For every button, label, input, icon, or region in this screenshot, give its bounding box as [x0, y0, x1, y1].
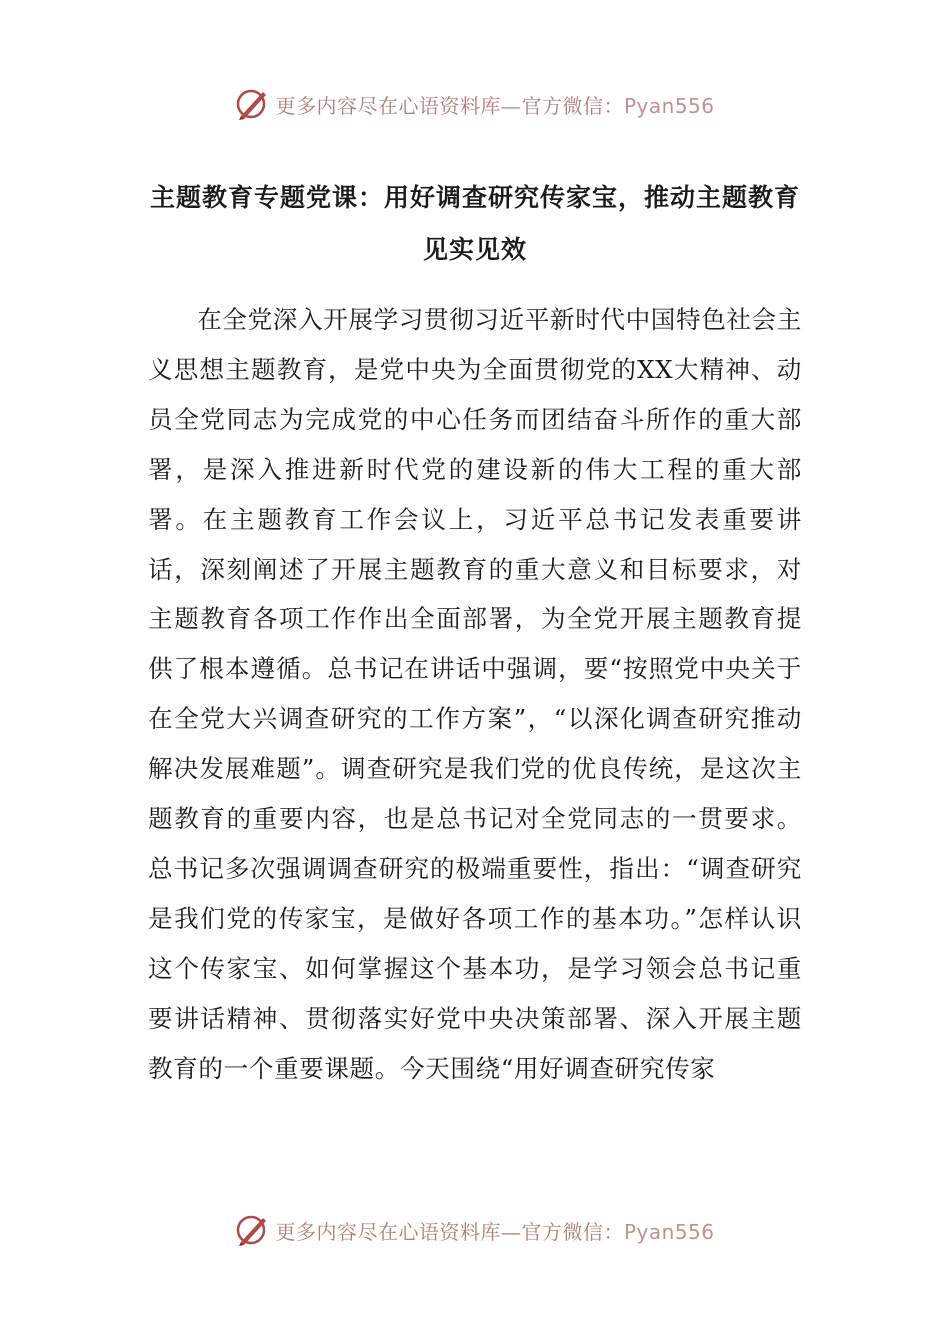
pen-logo-icon	[235, 86, 271, 122]
header-watermark	[0, 84, 950, 124]
watermark-text: 更多内容尽在心语资料库—官方微信：Pyan556	[275, 93, 715, 118]
watermark-handle: Pyan556	[623, 1219, 715, 1244]
watermark-text: 更多内容尽在心语资料库—官方微信：Pyan556	[275, 1219, 715, 1244]
watermark-handle: Pyan556	[623, 93, 715, 118]
footer-watermark	[0, 1210, 950, 1250]
pen-logo-icon	[235, 1212, 271, 1248]
body-paragraph: 在全党深入开展学习贯彻习近平新时代中国特色社会主义思想主题教育，是党中央为全面贯彻党的XX大精神、动员全党同志为完成党的中心任务而团结奋斗所作的重大部署，是深入推进新时代党的建设新的伟大工程的重大部署。在主题教育工作会议上，习近平总书记发表重要讲话，深刻阐述了开展主题教育的重大意义和目标要求，对主题教育各项工作作出全面部署，为全党开展主题教育提供了根本遵循。总书记在讲话中强调，要“按照党中央关于在全党大兴调查研究的工作方案”，“以深化调查研究推动解决发展难题”。调查研究是我们党的优良传统，是这次主题教育的重要内容，也是总书记对全党同志的一贯要求。总书记多次强调调查研究的极端重要性，指出：“调查研究是我们党的传家宝，是做好各项工作的基本功。”怎样认识这个传家宝、如何掌握这个基本功，是学习领会总书记重要讲话精神、贯彻落实好党中央决策部署、深入开展主题教育的一个重要课题。今天围绕“用好调查研究传家	[148, 305, 802, 1083]
page-title: 主题教育专题党课：用好调查研究传家宝，推动主题教育见实见效	[149, 183, 800, 264]
